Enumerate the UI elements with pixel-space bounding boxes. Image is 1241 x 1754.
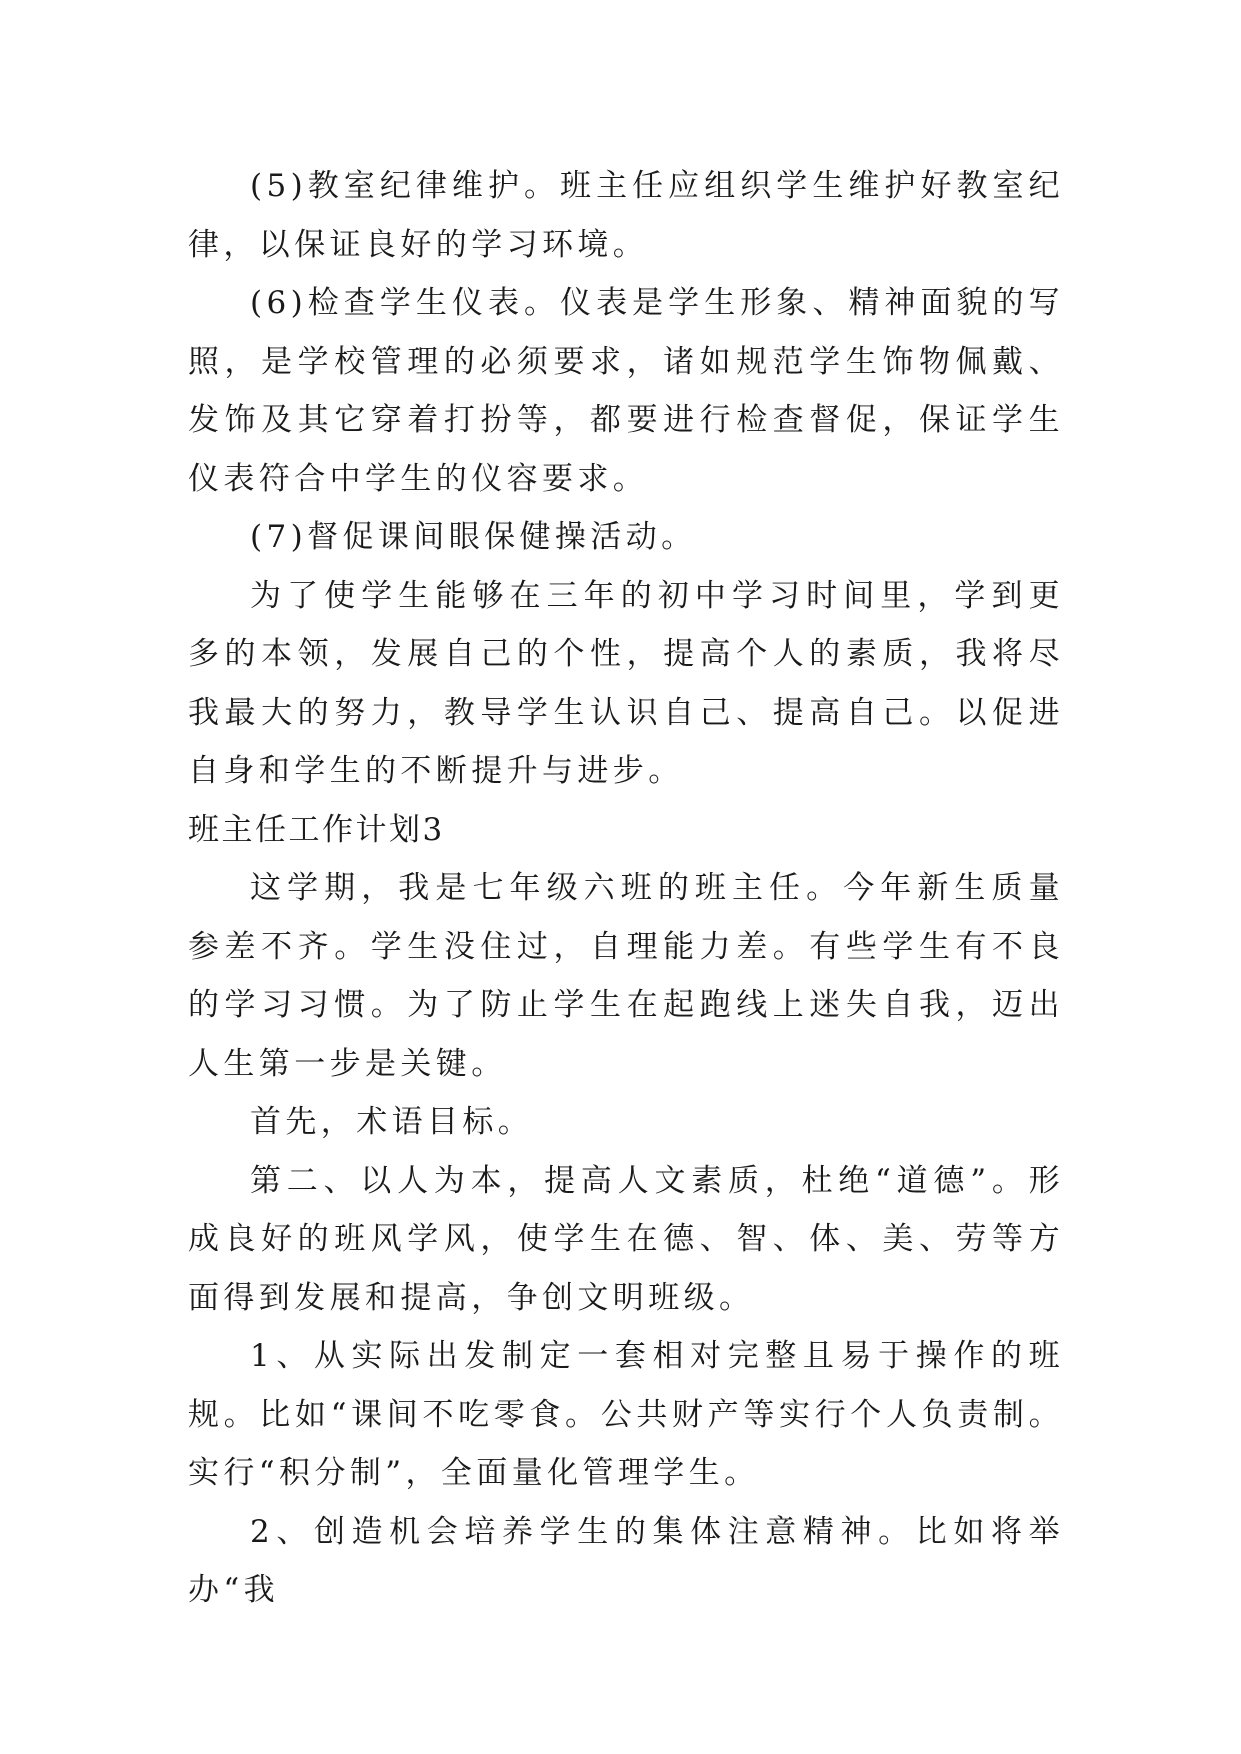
paragraph-item-7: (7)督促课间眼保健操活动。 <box>250 519 697 555</box>
paragraph-first: 首先，术语目标。 <box>250 1104 534 1140</box>
paragraph-second: 第二、以人为本，提高人文素质，杜绝“道德”。形成良好的班风学风，使学生在德、智、体、美、劳等方面得到发展和提高，争创文明班级。 <box>188 1162 1064 1316</box>
section-heading: 班主任工作计划3 <box>188 811 445 848</box>
document-body <box>188 157 1064 1620</box>
paragraph-item-5: (5)教室纪律维护。班主任应组织学生维护好教室纪律，以保证良好的学习环境。 <box>188 168 1064 263</box>
paragraph-intro: 这学期，我是七年级六班的班主任。今年新生质量参差不齐。学生没住过，自理能力差。有些学生有不良的学习习惯。为了防止学生在起跑线上迷失自我，迈出人生第一步是关键。 <box>188 870 1064 1082</box>
paragraph-point-1: 1、从实际出发制定一套相对完整且易于操作的班规。比如“课间不吃零食。公共财产等实行个人负责制。实行“积分制”，全面量化管理学生。 <box>188 1338 1064 1491</box>
paragraph-point-2: 2、创造机会培养学生的集体注意精神。比如将举办“我 <box>188 1513 1064 1608</box>
paragraph-item-6: (6)检查学生仪表。仪表是学生形象、精神面貌的写照，是学校管理的必须要求，诸如规范学生饰物佩戴、发饰及其它穿着打扮等，都要进行检查督促，保证学生仪表符合中学生的仪容要求。 <box>188 285 1064 497</box>
paragraph-summary: 为了使学生能够在三年的初中学习时间里，学到更多的本领，发展自己的个性，提高个人的素质，我将尽我最大的努力，教导学生认识自己、提高自己。以促进自身和学生的不断提升与进步。 <box>188 577 1064 789</box>
